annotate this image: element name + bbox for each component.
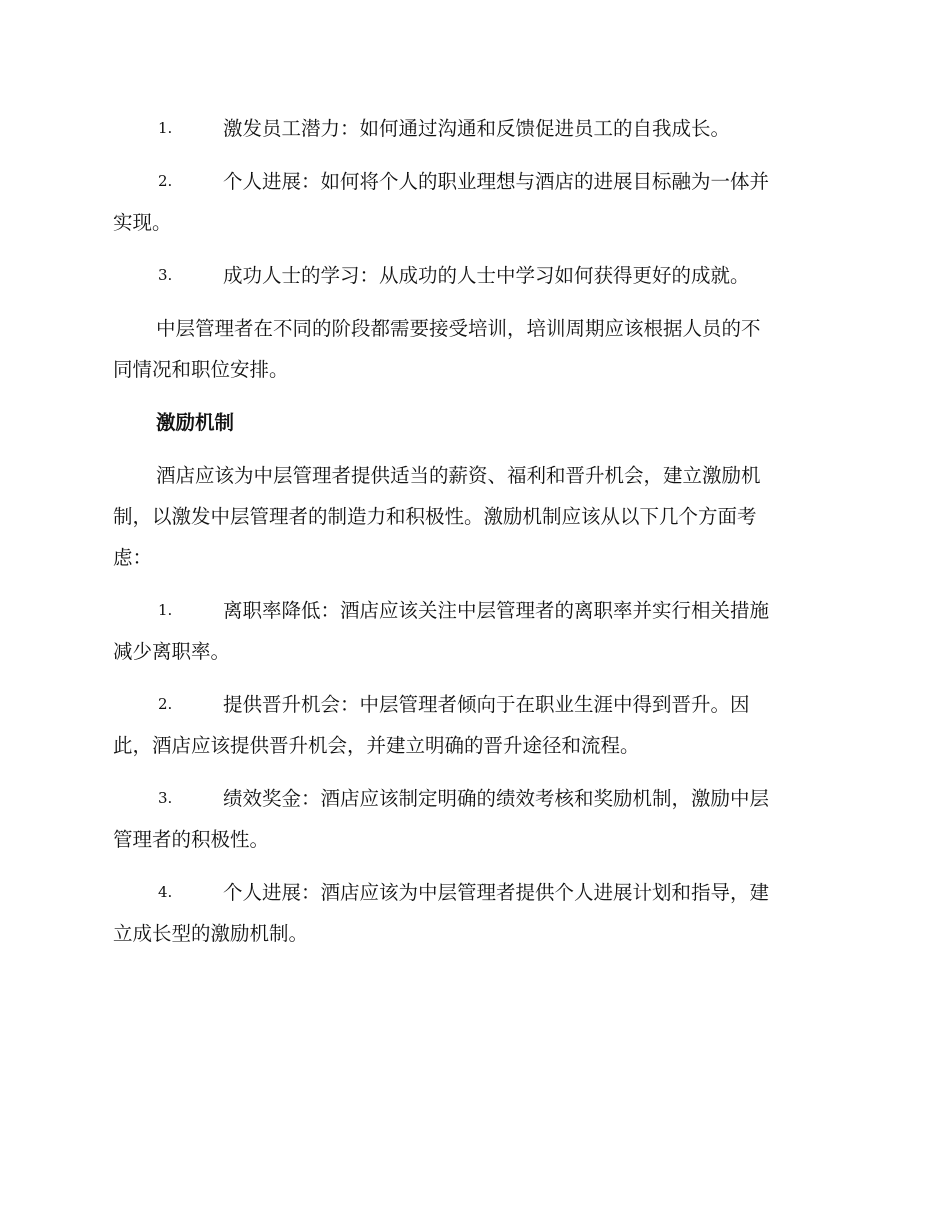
list-text: 个人进展：酒店应该为中层管理者提供个人进展计划和指导，建 (223, 881, 770, 904)
list-text: 个人进展：如何将个人的职业理想与酒店的进展目标融为一体并 (223, 170, 770, 193)
list-number: 4. (158, 883, 173, 901)
paragraph-line: 同情况和职位安排。 (113, 358, 289, 381)
list-item (113, 255, 833, 296)
list-text: 成功人士的学习：从成功的人士中学习如何获得更好的成就。 (223, 264, 750, 287)
list-number: 3. (158, 266, 173, 284)
document-body (113, 108, 833, 966)
paragraph-line: 制，以激发中层管理者的制造力和积极性。激励机制应该从以下几个方面考 (113, 505, 757, 528)
list-text-continuation: 减少离职率。 (113, 640, 231, 663)
list-item (113, 590, 833, 672)
list-item (113, 108, 833, 149)
list-item (113, 872, 833, 954)
list-number: 3. (158, 789, 173, 807)
list-text-continuation: 此，酒店应该提供晋升机会，并建立明确的晋升途径和流程。 (113, 734, 640, 757)
list-text-continuation: 实现。 (113, 211, 172, 234)
list-text: 提供晋升机会：中层管理者倾向于在职业生涯中得到晋升。因 (223, 693, 750, 716)
list-text: 绩效奖金：酒店应该制定明确的绩效考核和奖励机制，激励中层 (223, 787, 770, 810)
list-item (113, 684, 833, 766)
list-text-continuation: 管理者的积极性。 (113, 828, 270, 851)
list-item (113, 161, 833, 243)
list-number: 1. (158, 119, 173, 137)
paragraph (113, 308, 833, 390)
list-text-continuation: 立成长型的激励机制。 (113, 922, 309, 945)
list-item (113, 778, 833, 860)
paragraph-line: 中层管理者在不同的阶段都需要接受培训，培训周期应该根据人员的不 (156, 317, 761, 340)
list-number: 1. (158, 601, 173, 619)
list-number: 2. (158, 695, 173, 713)
list-number: 2. (158, 172, 173, 190)
list-text: 离职率降低：酒店应该关注中层管理者的离职率并实行相关措施 (223, 599, 770, 622)
section-heading: 激励机制 (156, 411, 235, 434)
list-text: 激发员工潜力：如何通过沟通和反馈促进员工的自我成长。 (223, 117, 731, 140)
paragraph-line: 虑： (113, 546, 153, 569)
paragraph-line: 酒店应该为中层管理者提供适当的薪资、福利和晋升机会，建立激励机 (156, 464, 761, 487)
paragraph (113, 455, 833, 578)
